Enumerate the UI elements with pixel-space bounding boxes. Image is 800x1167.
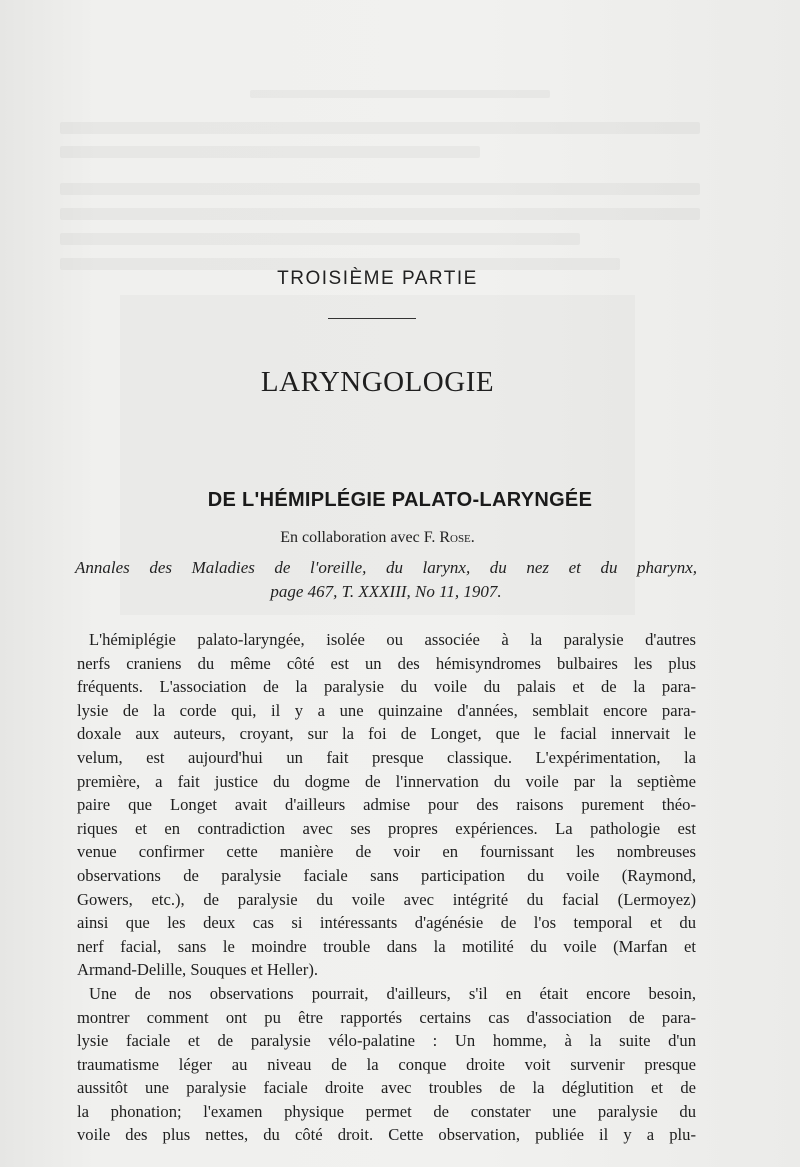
show-through-text (60, 183, 700, 195)
text-line: ainsi que les deux cas si intéressants d'agénésie de l'os temporal et du (77, 913, 696, 933)
citation-line: page 467, T. XXXIII, No 11, 1907. (270, 582, 502, 601)
article-title: DE L'HÉMIPLÉGIE PALATO-LARYNGÉE (207, 489, 593, 511)
text-line: Armand-Delille, Souques et Heller). (77, 960, 318, 980)
collaboration-line (0, 529, 755, 547)
text-line: fréquents. L'association de la paralysie du voile du palais et de la para- (77, 677, 696, 697)
text-line: première, a fait justice du dogme de l'innervation du voile par la septième (77, 771, 696, 791)
text-line: la phonation; l'examen physique permet de constater une paralysie du (77, 1101, 696, 1121)
text-line: lysie faciale et de paralysie vélo-palatine : Un homme, à la suite d'un (77, 1031, 696, 1051)
text-line: aussitôt une paralysie faciale droite avec troubles de la déglutition et de (77, 1078, 696, 1098)
text-line: doxale aux auteurs, croyant, sur la foi de Longet, que le facial innervait le (77, 724, 696, 744)
collaboration-author: Rose. (439, 529, 475, 546)
body-text (77, 628, 696, 1147)
text-line: venue confirmer cette manière de voir en fournissant les nombreuses (77, 842, 696, 862)
citation (75, 556, 697, 604)
show-through-text (60, 208, 700, 220)
text-line: riques et en contradiction avec ses propres expériences. La pathologie est (77, 818, 696, 838)
text-line: traumatisme léger au niveau de la conque droite voit survenir presque (77, 1054, 696, 1074)
text-line: Une de nos observations pourrait, d'ailleurs, s'il en était encore besoin, (89, 983, 696, 1003)
show-through-text (60, 122, 700, 134)
show-through-text (60, 233, 580, 245)
text-line: voile des plus nettes, du côté droit. Cette observation, publiée il y a plu- (77, 1125, 696, 1145)
section-title: LARYNGOLOGIE (260, 366, 495, 398)
text-line: observations de paralysie faciale sans participation du voile (Raymond, (77, 865, 696, 885)
show-through-text (250, 90, 550, 98)
show-through-text (60, 146, 480, 158)
text-line: lysie de la corde qui, il y a une quinzaine d'années, semblait encore para- (77, 700, 696, 720)
text-line: paire que Longet avait d'ailleurs admise pour des raisons purement théo- (77, 795, 696, 815)
text-line: nerf facial, sans le moindre trouble dans la motilité du voile (Marfan et (77, 936, 696, 956)
text-line: montrer comment ont pu être rapportés certains cas d'association de para- (77, 1007, 696, 1027)
collaboration-prefix: En collaboration avec F. (280, 529, 436, 546)
text-line: velum, est aujourd'hui un fait presque classique. L'expérimentation, la (77, 747, 696, 767)
text-line: Gowers, etc.), de paralysie du voile avec intégrité du facial (Lermoyez) (77, 889, 696, 909)
part-title: TROISIÈME PARTIE (277, 268, 478, 289)
citation-line: Annales des Maladies de l'oreille, du larynx, du nez et du pharynx, (75, 558, 697, 577)
title-divider (328, 318, 416, 319)
paragraph (77, 982, 696, 1147)
text-line: nerfs craniens du même côté est un des hémisyndromes bulbaires les plus (77, 653, 696, 673)
paragraph (77, 628, 696, 982)
text-line: L'hémiplégie palato-laryngée, isolée ou associée à la paralysie d'autres (89, 630, 696, 649)
